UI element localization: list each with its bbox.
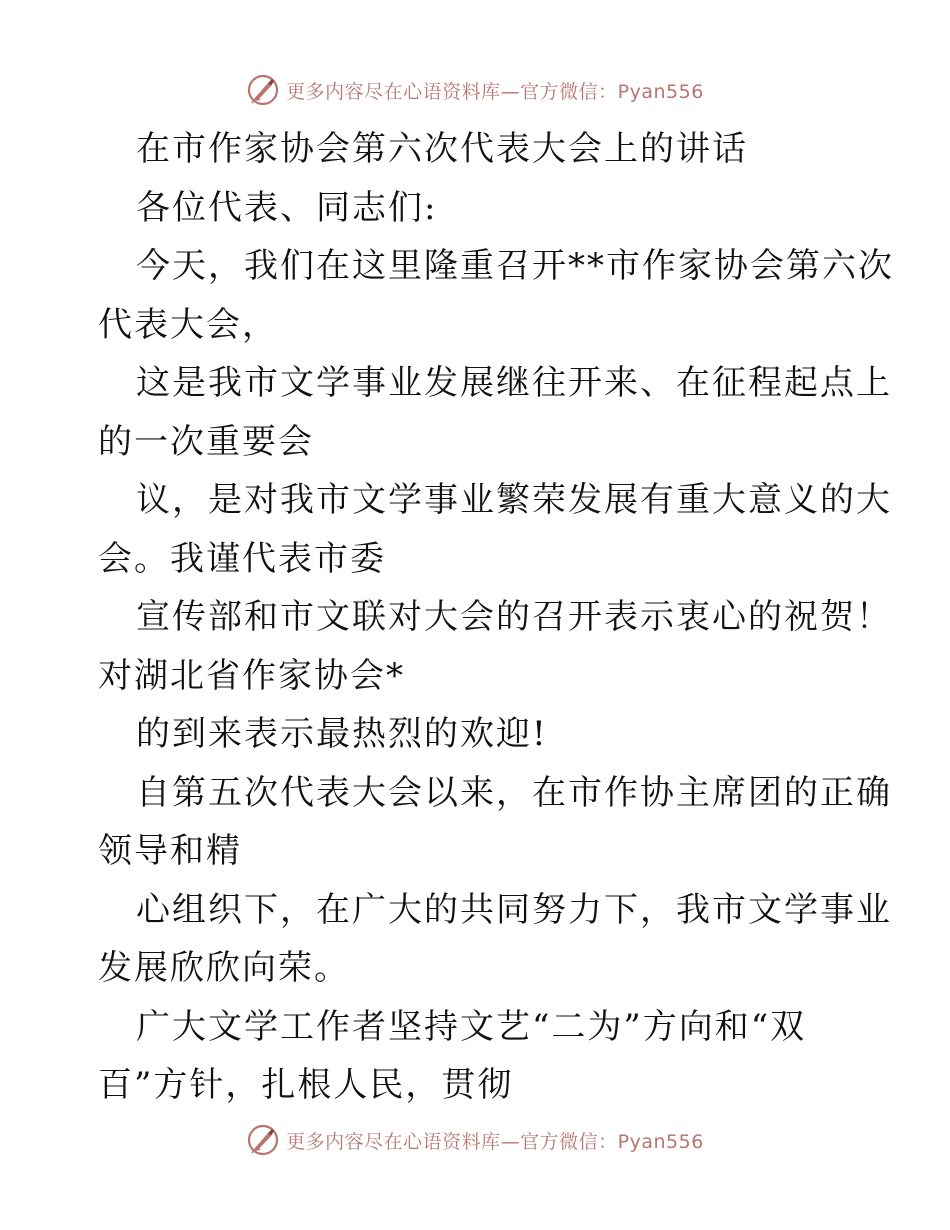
text-line: 广大文学工作者坚持文艺“二为”方向和“双 xyxy=(136,1006,807,1047)
text-line: 对湖北省作家协会* xyxy=(98,655,405,696)
text-line: 这是我市文学事业发展继往开来、在征程起点上 xyxy=(136,363,892,403)
text-line: 议，是对我市文学事业繁荣发展有重大意义的大 xyxy=(136,480,892,520)
text-line: 宣传部和市文联对大会的召开表示衷心的祝贺！ xyxy=(136,597,892,637)
text-line: 今天，我们在这里隆重召开**市作家协会第六次 xyxy=(136,246,894,286)
document-body xyxy=(98,120,894,1115)
text-line: 代表大会， xyxy=(98,304,278,345)
text-line: 在市作家协会第六次代表大会上的讲话 xyxy=(136,129,748,169)
pen-logo-icon xyxy=(246,73,280,107)
text-line: 心组织下，在广大的共同努力下，我市文学事业 xyxy=(136,889,892,930)
text-line: 发展欣欣向荣。 xyxy=(98,948,350,988)
header-watermark-banner xyxy=(0,70,950,110)
text-line: 的到来表示最热烈的欢迎! xyxy=(136,714,548,754)
footer-watermark-text: 更多内容尽在心语资料库—官方微信：Pyan556 xyxy=(286,1130,704,1153)
text-line: 百”方针，扎根人民，贯彻 xyxy=(98,1065,514,1105)
text-line: 会。我谨代表市委 xyxy=(98,538,386,579)
header-watermark-text: 更多内容尽在心语资料库—官方微信：Pyan556 xyxy=(286,80,704,103)
text-line: 自第五次代表大会以来，在市作协主席团的正确 xyxy=(136,772,892,813)
text-line: 领导和精 xyxy=(98,831,242,871)
text-line: 的一次重要会 xyxy=(98,421,314,462)
footer-watermark-banner xyxy=(0,1120,950,1160)
text-line: 各位代表、同志们: xyxy=(136,187,438,228)
pen-logo-icon xyxy=(246,1123,280,1157)
